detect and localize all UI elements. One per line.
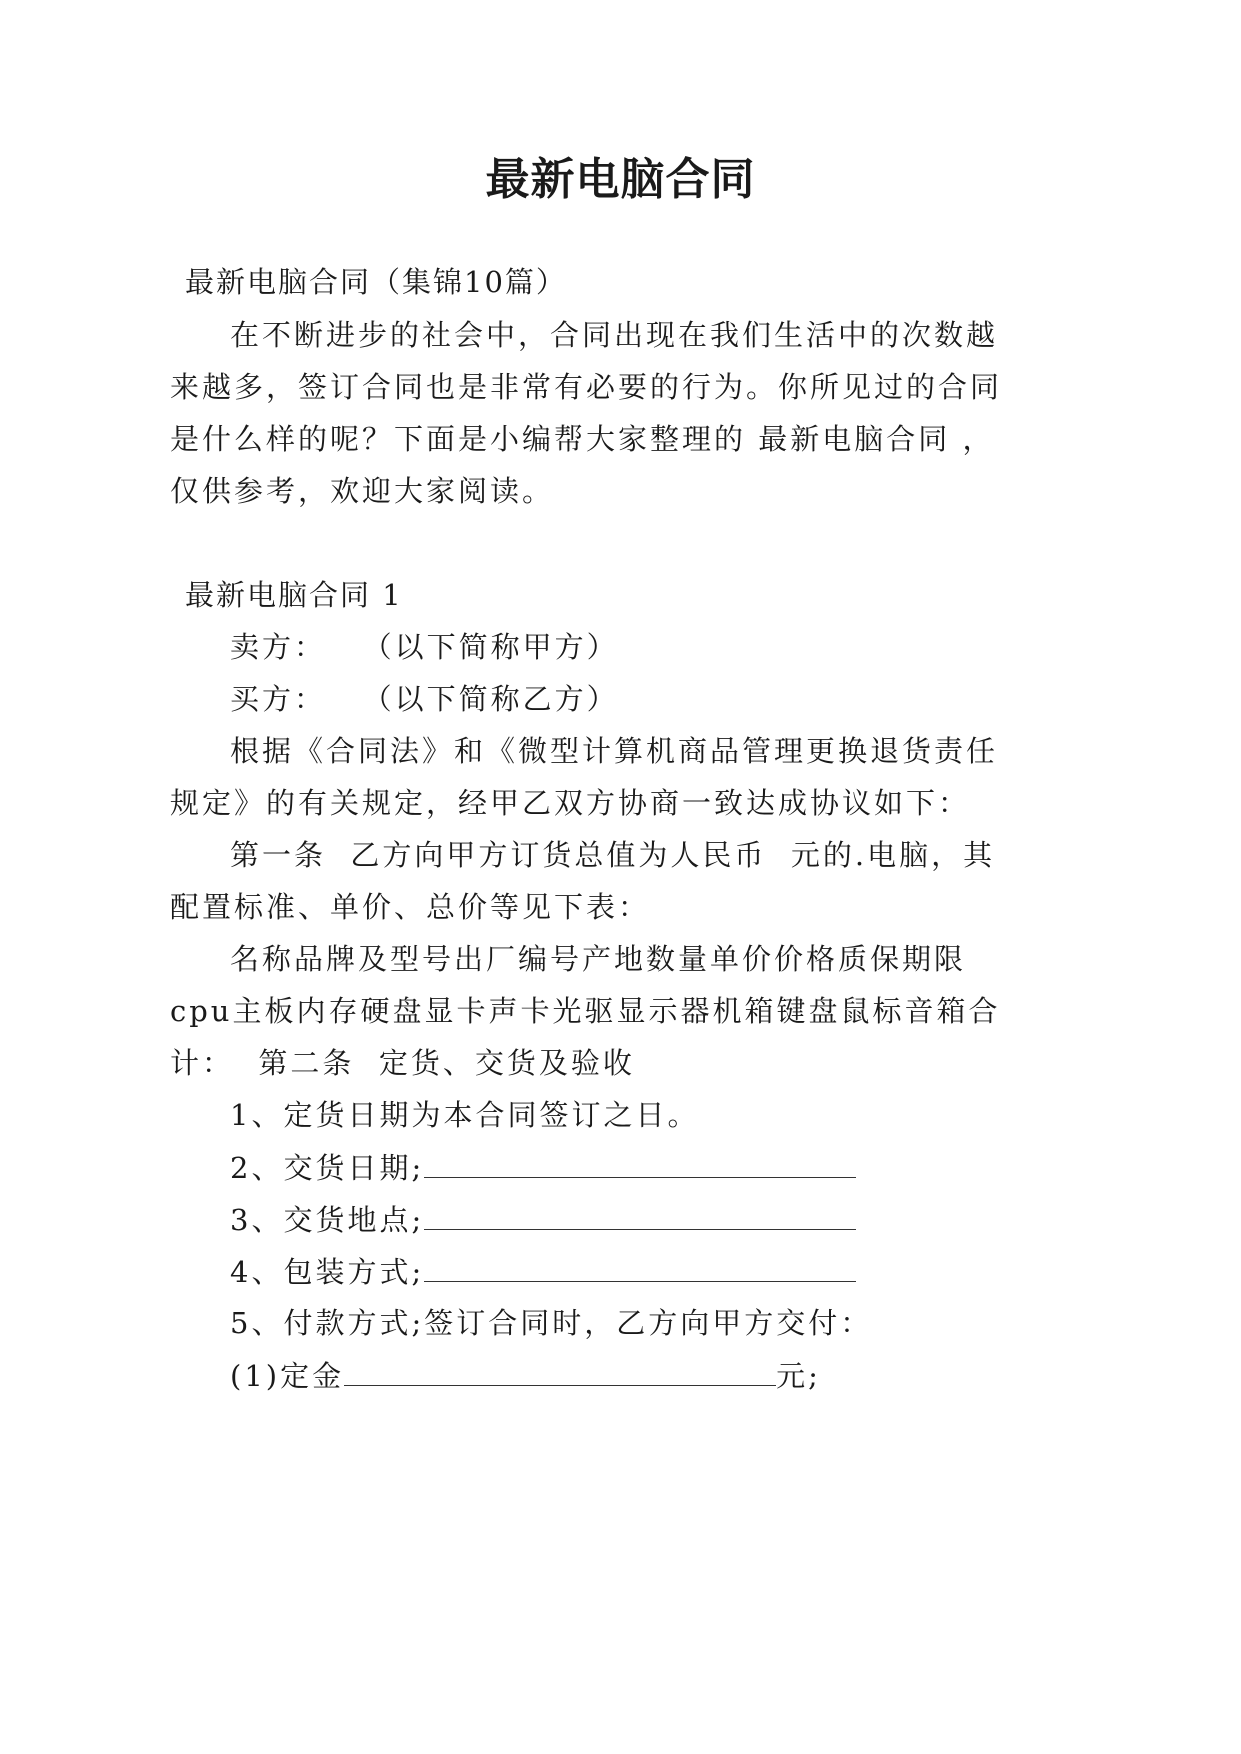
item-4-label: 4、包装方式; (230, 1255, 425, 1289)
table-text-line-1: 名称品牌及型号出厂编号产地数量单价价格质保期限 (230, 942, 967, 976)
deposit-blank (344, 1355, 776, 1386)
item-3-label: 3、交货地点; (230, 1203, 425, 1237)
packaging-blank (424, 1251, 856, 1282)
deposit-label: (1)定金 (230, 1359, 345, 1393)
basis-line-2: 规定》的有关规定，经甲乙双方协商一致达成协议如下： (170, 786, 971, 820)
document-title: 最新电脑合同 (485, 154, 756, 205)
intro-line-2: 来越多，签订合同也是非常有必要的行为。你所见过的合同 (170, 370, 1003, 404)
basis-line-1: 根据《合同法》和《微型计算机商品管理更换退货责任 (230, 734, 999, 768)
item-2-label: 2、交货日期; (230, 1151, 425, 1185)
document-subtitle: 最新电脑合同（集锦10篇） (185, 265, 567, 299)
intro-line-1: 在不断进步的社会中，合同出现在我们生活中的次数越 (230, 318, 999, 352)
table-text-line-3: 计： 第二条 定货、交货及验收 (170, 1046, 635, 1080)
item-5: 5、付款方式;签订合同时，乙方向甲方交付： (230, 1306, 873, 1340)
article1-line-1: 第一条 乙方向甲方订货总值为人民币 元的.电脑，其 (230, 838, 996, 872)
section-heading: 最新电脑合同 1 (185, 578, 403, 612)
intro-line-3: 是什么样的呢？下面是小编帮大家整理的 最新电脑合同 ， (170, 422, 995, 456)
item-6-row (230, 1355, 821, 1396)
buyer-line: 买方： （以下简称乙方） (230, 682, 619, 716)
table-text-line-2: cpu主板内存硬盘显卡声卡光驱显示器机箱键盘鼠标音箱合 (170, 994, 1001, 1028)
delivery-date-blank (424, 1147, 856, 1178)
intro-line-4: 仅供参考，欢迎大家阅读。 (170, 474, 555, 508)
seller-line: 卖方： （以下简称甲方） (230, 630, 619, 664)
deposit-unit: 元; (776, 1359, 821, 1393)
delivery-place-blank (424, 1199, 856, 1230)
item-4-row (230, 1251, 856, 1292)
item-3-row (230, 1199, 856, 1240)
item-1: 1、定货日期为本合同签订之日。 (230, 1098, 700, 1132)
item-2-row (230, 1147, 856, 1188)
article1-line-2: 配置标准、单价、总价等见下表： (170, 890, 651, 924)
